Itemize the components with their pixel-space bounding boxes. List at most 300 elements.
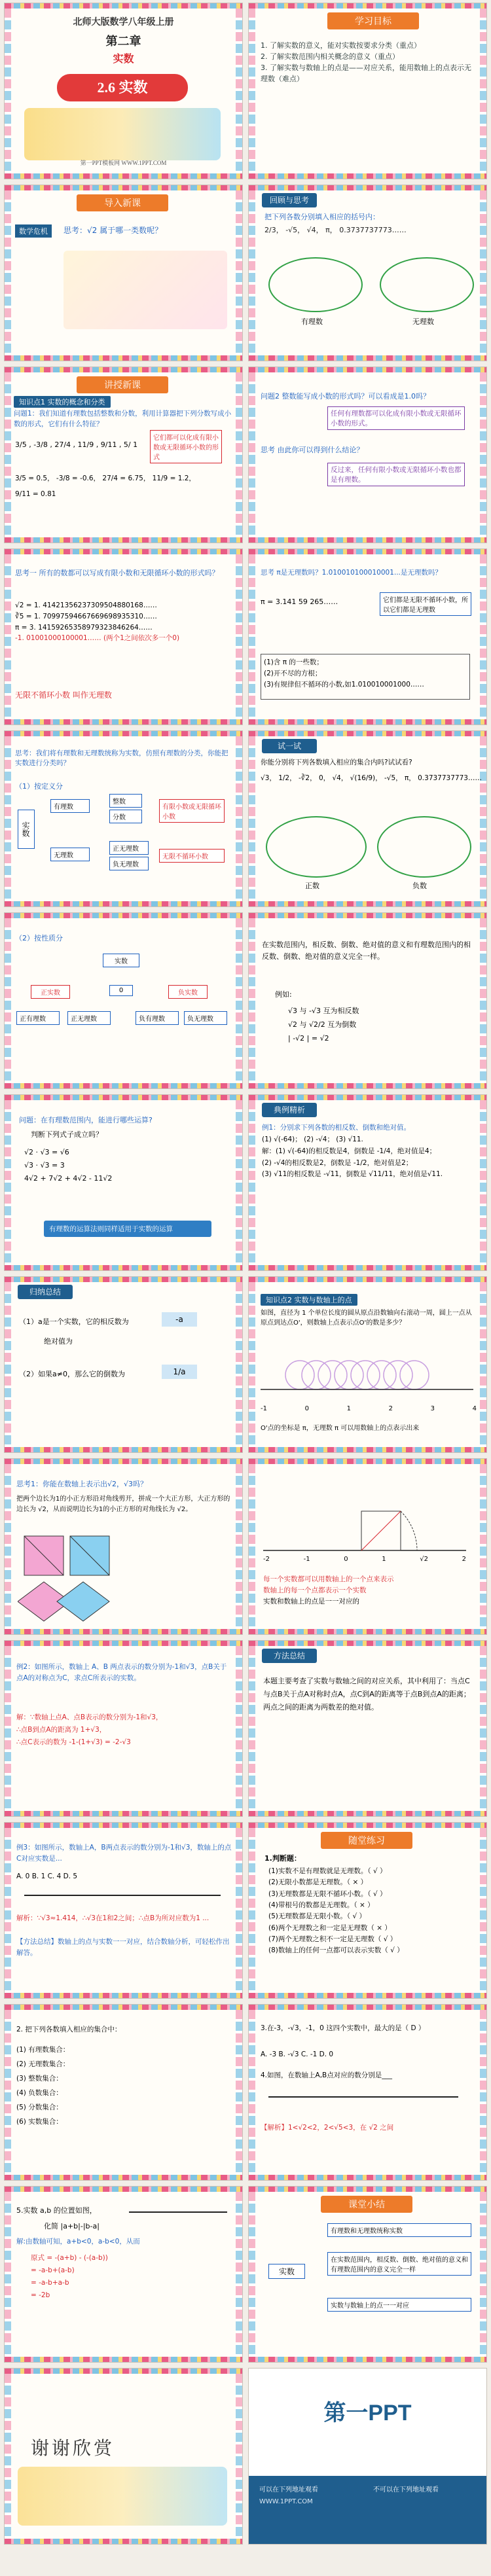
decor-stripe (249, 1823, 486, 1828)
operation-item: √3 · √3 = 3 (24, 1160, 65, 1170)
objective-item: 2. 了解实数范围内相关概念的意义（重点） (261, 52, 399, 62)
decor-pencils (249, 2010, 255, 2175)
practice5-step: 原式 = -(a+b) - (-(a-b)) (31, 2254, 108, 2262)
example-badge: 典例精析 (262, 1103, 317, 1117)
classify-question: 思考：我们将有理数和无理数统称为实数，仿照有理数的分类，你能把实数进行分类吗？ (15, 749, 228, 767)
slide-classify-def[interactable] (4, 730, 243, 907)
decor-stripe (249, 1641, 486, 1646)
practice4-solution: 【解析】1<√2<2，2<√5<3，在 √2 之间 (261, 2124, 394, 2132)
practice-title: 1.判断题： (264, 1854, 301, 1863)
decor-pencils (236, 2192, 242, 2357)
decor-pencils (5, 1646, 11, 1811)
practice4-question: 4.如图，在数轴上A,B点对应的数分别是___ (261, 2071, 392, 2079)
tick-label: √2 (420, 1556, 428, 1563)
decor-pencils (480, 1828, 486, 1993)
decor-stripe (249, 913, 486, 918)
answer-box: 任何有理数都可以化成有限小数或无限循环小数的形式。 (327, 406, 465, 430)
judge-item: (3)无理数都是无限不循环小数。（ √ ） (268, 1889, 387, 1898)
decor-pencils (236, 1646, 242, 1811)
lesson-summary-badge: 课堂小结 (321, 2196, 412, 2213)
cover-illustration (24, 108, 221, 160)
rational-ellipse (268, 257, 363, 312)
decor-pencils (5, 1100, 11, 1265)
judge-item: (2)无限小数都是无理数。（ × ） (268, 1878, 368, 1887)
slide-cover[interactable] (4, 3, 243, 179)
summary-node: 有理数和无理数统称实数 (327, 2223, 471, 2237)
decor-pencils (480, 2192, 486, 2357)
positive-ellipse (266, 816, 367, 878)
slide-lesson-summary[interactable] (248, 2186, 487, 2363)
decor-stripe (5, 367, 242, 372)
decor-pencils (236, 1100, 242, 1265)
decor-stripe (5, 1629, 242, 1634)
operation-item: 4√2 + 7√2 + 4√2 - 11√2 (24, 1173, 113, 1183)
irrational-example: -1. 01001000100001…… (两个1之间依次多一个0) (15, 634, 180, 643)
operation-note: 有理数的运算法则同样适用于实数的运算 (44, 1221, 211, 1237)
summary-line: 绝对值为 (44, 1337, 73, 1346)
intro-question: 思考：√2 属于哪一类数呢？ (64, 226, 163, 235)
example-reciprocal: √2 与 √2/2 互为倒数 (288, 1020, 357, 1029)
teach-badge: 讲授新课 (77, 376, 168, 393)
example-opposite: √3 与 -√3 互为相反数 (288, 1007, 359, 1015)
decor-pencils (236, 372, 242, 537)
crisis-label: 数学危机 (15, 224, 52, 238)
irrational-types-box (261, 654, 470, 700)
decor-pencils (249, 2192, 255, 2357)
pos-rational-node: 正有理数 (16, 1011, 60, 1025)
slide-pi[interactable] (248, 548, 487, 725)
pi-note: 它们都是无限不循环小数，所以它们都是无理数 (380, 592, 471, 616)
classify-property-title: （2）按性质分 (15, 934, 63, 942)
example-answer: (3) √11的相反数是 -√11，倒数是 √11/11，绝对值是√11. (262, 1170, 443, 1179)
sqrt2-question: 思考1：你能在数轴上表示出√2，√3吗？ (16, 1480, 148, 1488)
practice3-options: A. -3 B. -√3 C. -1 D. 0 (261, 2050, 334, 2058)
slide-try[interactable] (248, 730, 487, 907)
practice-badge: 随堂练习 (321, 1832, 412, 1849)
pos-real-node: 正实数 (31, 985, 70, 999)
slide-objectives[interactable] (248, 3, 487, 179)
practice5-question-2: 化简 |a+b|-|b-a| (44, 2222, 100, 2230)
decor-pencils (236, 190, 242, 355)
classify-by-def: （1）按定义分 (15, 782, 63, 791)
tick-label: 2 (388, 1405, 393, 1412)
decor-stripe (5, 185, 242, 190)
sqrt2-description: 把两个边长为1的小正方形沿对角线剪开，拼成一个大正方形，大正方形的边长为 √2，从而说明边长为1的小正方形的对角线长为 √2。 (16, 1495, 230, 1513)
reciprocal-value: 1/a (162, 1365, 197, 1379)
slide-correspondence[interactable] (248, 1458, 487, 1635)
judge-item: (5)无理数都是无限小数。（ √ ） (268, 1912, 366, 1921)
slide-example-3[interactable] (4, 1822, 243, 1999)
slide-practice-1[interactable] (248, 1822, 487, 1999)
decor-stripe (249, 1447, 486, 1452)
decor-stripe (249, 355, 486, 361)
decor-pencils (5, 1464, 11, 1629)
correspondence-point: 数轴上的每一个点都表示一个实数 (263, 1586, 367, 1594)
example2-answer: ∴点B到点A的距离为 1+√3， (16, 1725, 107, 1734)
cover-subtitle: 北师大版数学八年级上册 (73, 18, 174, 27)
example2-answer: 解：∵数轴上点A、点B表示的数分别为-1和√3， (16, 1713, 163, 1721)
opposite-value: -a (162, 1312, 197, 1327)
operation-question: 问题：在有理数范围内，能进行哪些运算? (19, 1116, 153, 1124)
example-answer: (2) -√4的相反数是2，倒数是 -1/2，绝对值是2； (262, 1158, 413, 1167)
real-node: 实数 (103, 954, 139, 967)
decor-pencils (249, 1828, 255, 1993)
practice5-question: 5.实数 a,b 的位置如图， (16, 2206, 97, 2215)
brand-logo: 第一PPT (323, 2401, 412, 2425)
decor-stripe (249, 367, 486, 372)
objective-item: 3. 了解实数与数轴上的点是——对应关系，能用数轴上的点表示无理数（难点） (261, 63, 471, 84)
summary-node: 在实数范围内，相反数、倒数、绝对值的意义和有理数范围内的意义完全一样 (327, 2252, 471, 2276)
decor-pencils (249, 1100, 255, 1265)
neg-irrational-node: 负无理数 (184, 1011, 227, 1025)
decor-pencils (5, 2192, 11, 2357)
practice4-number-line (268, 2096, 458, 2098)
practice5-answer: 解:由数轴可知，a+b<0，a-b<0，从而 (16, 2238, 140, 2245)
decor-pencils (5, 1828, 11, 1993)
review-numbers: 2/3， -√5， √4， π， 0.3737737773…… (264, 226, 407, 234)
decor-pencils (5, 2010, 11, 2175)
judge-item: (4)带根号的数都是无理数。（ × ） (268, 1901, 374, 1909)
rolling-question: 如图，直径为 1 个单位长度的圆从原点沿数轴向右滚动一周，圆上一点从原点到达点O'，则数轴上点表示点O'的数是多少？ (261, 1310, 472, 1327)
correspondence-point: 实数和数轴上的点是一一对应的 (263, 1597, 359, 1605)
fraction-node: 分数 (109, 810, 142, 823)
rolling-caption: O'点的坐标是 π，无理数 π 可以用数轴上的点表示出来 (261, 1425, 420, 1432)
decor-stripe (249, 2175, 486, 2180)
decor-stripe (5, 537, 242, 543)
slide-sqrt2[interactable] (4, 1458, 243, 1635)
think-question: 思考一 所有的数都可以写成有限小数和无限循环小数的形式吗？ (15, 569, 219, 577)
decor-stripe (5, 1277, 242, 1282)
decor-stripe (249, 1459, 486, 1464)
decor-pencils (5, 2374, 11, 2539)
decor-stripe (249, 1095, 486, 1100)
slide-example-2[interactable] (4, 1640, 243, 1817)
decor-pencils (249, 1646, 255, 1811)
decor-stripe (5, 1823, 242, 1828)
decor-pencils (249, 190, 255, 355)
square-cut-figure (18, 1530, 122, 1628)
decor-stripe (249, 185, 486, 190)
brand-url[interactable]: WWW.1PPT.COM (259, 2498, 313, 2505)
summary-badge: 归纳总结 (18, 1285, 73, 1299)
example3-solution: 解析：∵√3≈1.414，∴√3在1和2之间；∴点B为所对应数为1 ... (16, 1914, 209, 1922)
question-2: 问题2 整数能写成小数的形式吗？可以看成是1.0吗？ (261, 392, 430, 401)
decor-pencils (5, 372, 11, 537)
negative-label: 负数 (412, 882, 427, 890)
objectives-badge: 学习目标 (327, 12, 419, 29)
decor-stripe (5, 1993, 242, 1998)
decor-pencils (236, 1282, 242, 1447)
summary-line: （2）如果a≠0，那么它的倒数为 (19, 1370, 125, 1378)
decor-stripe (5, 913, 242, 918)
tick-label: 4 (472, 1405, 477, 1412)
operation-question-2: 判断下列式子成立吗？ (31, 1130, 103, 1139)
summary-center-node: 实数 (268, 2264, 305, 2279)
slide-summary-1[interactable] (4, 1276, 243, 1453)
slide-concept[interactable] (4, 367, 243, 543)
decor-pencils (249, 372, 255, 537)
tick-label: 3 (430, 1405, 435, 1412)
neg-irrational-node: 负无理数 (109, 857, 149, 870)
decor-pencils (480, 554, 486, 719)
decor-stripe (5, 173, 242, 179)
review-prompt: 把下列各数分别填入相应的括号内： (264, 213, 380, 221)
decimal-last: 9/11 = 0.81 (15, 490, 56, 498)
decor-pencils (5, 736, 11, 901)
irrational-type: (2)开不尽的方根； (264, 669, 322, 677)
decor-pencils (480, 9, 486, 173)
decor-stripe (249, 1629, 486, 1634)
irrational-ellipse (380, 257, 474, 312)
opposite-statement: 在实数范围内，相反数、倒数、绝对值的意义和有理数范围内的相反数、倒数、绝对值的意义完全一样。 (262, 940, 471, 961)
section-label: 知识点1 实数的概念和分类 (14, 396, 111, 408)
slide-operations[interactable] (4, 1094, 243, 1271)
example-numbers: (1) √(-64)； (2) -√4； (3) √11. (262, 1135, 363, 1143)
neg-rational-node: 负有理数 (136, 1011, 179, 1025)
judge-item: (1)实数不是有理数就是无理数。（ √ ） (268, 1867, 387, 1875)
decor-stripe (5, 1447, 242, 1452)
decor-stripe (5, 1265, 242, 1270)
slide-thanks[interactable] (4, 2368, 243, 2545)
practice5-step: = -a-b+(a-b) (31, 2266, 75, 2274)
decor-stripe (5, 2369, 242, 2374)
neg-real-node: 负实数 (168, 985, 208, 999)
example3-number-line (24, 1895, 221, 1896)
tick-label: 0 (304, 1405, 309, 1412)
decor-stripe (5, 901, 242, 906)
slide-method-1[interactable] (248, 1640, 487, 1817)
decor-pencils (5, 190, 11, 355)
thanks-illustration (18, 2467, 227, 2526)
slide-opposite[interactable] (248, 912, 487, 1089)
decor-stripe (5, 1811, 242, 1816)
irrational-example: ∛5 = 1. 70997594667669698935310…… (15, 612, 157, 620)
rational-label: 有理数 (301, 317, 323, 326)
slide-practice-2[interactable] (4, 2004, 243, 2181)
operation-item: √2 · √3 = √6 (24, 1148, 69, 1156)
real-node: 实数 (18, 810, 35, 849)
slide-classify-property[interactable] (4, 912, 243, 1089)
decor-stripe (249, 1083, 486, 1088)
irrational-type: (1)含 π 的一些数； (264, 658, 323, 666)
converse-box: 反过来，任何有限小数或无限循环小数也都是有理数。 (327, 463, 465, 486)
question-1: 问题1：我们知道有理数包括整数和分数，利用计算器把下列分数写成小数的形式，它们有什么特征？ (14, 410, 232, 428)
tick-label: 1 (346, 1405, 351, 1412)
decor-stripe (5, 2175, 242, 2180)
decor-pencils (5, 918, 11, 1083)
zero-node: 0 (109, 985, 133, 996)
slide-brand[interactable] (248, 2368, 487, 2545)
summary-line: （1）a是一个实数，它的相反数为 (19, 1317, 129, 1326)
decor-stripe (5, 2005, 242, 2010)
irrational-example: π = 3. 14159265358979323846264…… (15, 623, 153, 632)
cover-chapter: 第二章 (105, 35, 141, 48)
decor-stripe (5, 2357, 242, 2362)
decor-stripe (249, 731, 486, 736)
example-answer: 解：(1) √(-64)的相反数是4，倒数是 -1/4，绝对值是4； (262, 1147, 437, 1155)
review-badge: 回顾与思考 (262, 193, 317, 207)
intro-badge: 导入新课 (77, 194, 168, 211)
think-prompt: 思考 由此你可以得到什么结论？ (261, 446, 364, 454)
set-row: (4) 负数集合： (16, 2089, 63, 2098)
decor-stripe (5, 3, 242, 9)
objective-item: 1. 了解实数的意义，能对实数按要求分类（重点） (261, 41, 421, 50)
infinite-node: 无限不循环小数 (159, 849, 225, 863)
allowed-caption: 可以在下列地址观看 (259, 2486, 318, 2494)
decor-pencils (480, 1464, 486, 1629)
irrational-node: 无理数 (50, 848, 90, 861)
decor-stripe (5, 719, 242, 724)
decor-stripe (249, 173, 486, 179)
example-abs: | -√2 | = √2 (288, 1033, 329, 1043)
fraction-list: 3/5 , -3/8 , 27/4 , 11/9 , 9/11 , 5/ 1 (15, 440, 138, 449)
decor-pencils (480, 1646, 486, 1811)
example-label: 例如: (275, 990, 292, 999)
decor-stripe (249, 1811, 486, 1816)
decor-pencils (236, 918, 242, 1083)
decor-stripe (5, 731, 242, 736)
decor-stripe (249, 2005, 486, 2010)
decor-stripe (249, 1277, 486, 1282)
rational-node: 有理数 (50, 799, 90, 813)
negative-ellipse (377, 816, 471, 878)
decor-pencils (236, 2374, 242, 2539)
decor-pencils (5, 1282, 11, 1447)
method-text: 本题主要考查了实数与数轴之间的对应关系，其中利用了：当点C与点B关于点A对称时点A，点C到A的距离等于点B到点A的距离；两点之间的距离为两数差的绝对值。 (263, 1677, 471, 1711)
slide-practice-5[interactable] (4, 2186, 243, 2363)
section-label: 知识点2 实数与数轴上的点 (261, 1294, 357, 1306)
decimal-list: 3/5 = 0.5， -3/8 = -0.6， 27/4 = 6.75， 11/9 = 1.2， (15, 474, 196, 482)
irrational-summary: 无限不循环小数 叫作无理数 (15, 690, 112, 700)
pi-question: 思考 π是无理数吗？1.010010100010001...是无理数吗？ (261, 569, 442, 577)
cover-footer: 第一PPT模板网 WWW.1PPT.COM (80, 160, 167, 166)
decor-pencils (249, 736, 255, 901)
decor-pencils (236, 736, 242, 901)
decor-stripe (249, 537, 486, 543)
brand-footer (249, 2476, 486, 2544)
decor-stripe (249, 3, 486, 9)
cover-lesson-title: 2.6 实数 (97, 79, 148, 96)
set-row: (2) 无理数集合： (16, 2060, 70, 2069)
slide-integer-decimal[interactable] (248, 367, 487, 543)
decor-pencils (480, 190, 486, 355)
decor-stripe (249, 549, 486, 554)
slide-practice-3[interactable] (248, 2004, 487, 2181)
decor-stripe (249, 719, 486, 724)
decor-stripe (5, 2539, 242, 2544)
pi-digits: π = 3.141 59 265…… (261, 598, 338, 606)
decor-pencils (236, 554, 242, 719)
cover-topic: 实数 (113, 54, 134, 65)
try-numbers: √3， 1/2， -∛2， 0， √4， √(16/9)， -√5， π， 0.3737737773…… (261, 774, 482, 782)
set-row: (5) 分数集合： (16, 2103, 63, 2112)
decor-pencils (249, 1464, 255, 1629)
positive-label: 正数 (305, 882, 319, 890)
decor-stripe (5, 1459, 242, 1464)
decor-stripe (5, 2187, 242, 2192)
feature-note: 它们都可以化成有限小数或无限循环小数的形式 (150, 430, 222, 463)
decor-stripe (5, 549, 242, 554)
decor-stripe (5, 1095, 242, 1100)
tick-label: -1 (261, 1405, 267, 1412)
decor-stripe (5, 1641, 242, 1646)
decor-stripe (249, 2357, 486, 2362)
decor-stripe (249, 1265, 486, 1270)
decor-stripe (249, 2187, 486, 2192)
pos-irrational-node: 正无理数 (67, 1011, 111, 1025)
practice5-step: = -2b (31, 2291, 50, 2299)
irrational-label: 无理数 (412, 317, 434, 326)
decor-pencils (249, 1282, 255, 1447)
decor-pencils (480, 372, 486, 537)
decor-stripe (5, 355, 242, 361)
slide-number-line[interactable] (248, 1276, 487, 1453)
decor-pencils (236, 1828, 242, 1993)
decor-pencils (236, 2010, 242, 2175)
decor-pencils (236, 1464, 242, 1629)
set-title: 2. 把下列各数填入相应的集合中： (16, 2026, 122, 2033)
decor-pencils (480, 2010, 486, 2175)
intro-illustration (64, 251, 227, 329)
tick-label: 2 (462, 1556, 466, 1563)
judge-item: (8)数轴上的任何一点都可以表示实数（ √ ） (268, 1946, 404, 1955)
try-badge: 试一试 (262, 739, 317, 753)
decor-pencils (5, 554, 11, 719)
decor-pencils (249, 918, 255, 1083)
decor-pencils (249, 9, 255, 173)
slide-review[interactable] (248, 185, 487, 361)
cover-lesson-banner (57, 74, 188, 101)
slide-irrational-def[interactable] (4, 548, 243, 725)
summary-node: 实数与数轴上的点一一对应 (327, 2298, 471, 2312)
decor-stripe (249, 901, 486, 906)
practice5-number-line (129, 2211, 227, 2213)
example3-options: A. 0 B. 1 C. 4 D. 5 (16, 1872, 78, 1880)
practice5-step: = -a-b+a-b (31, 2278, 69, 2287)
method-badge: 方法总结 (262, 1649, 317, 1663)
example3-question: 例3：如图所示，数轴上A，B两点表示的数分别为-1和√3，数轴上的点C对应实数是... (16, 1844, 232, 1863)
example3-method: 【方法总结】数轴上的点与实数一一对应，结合数轴分析，可轻松作出解答。 (16, 1938, 230, 1957)
tick-label: 0 (344, 1556, 348, 1563)
example2-answer: ∴点C表示的数为 -1-(1+√3) = -2-√3 (16, 1738, 131, 1746)
rolling-circle-figure (261, 1355, 477, 1401)
thanks-text: 谢谢欣赏 (31, 2439, 115, 2459)
finite-node: 有限小数或无限循环小数 (159, 799, 225, 823)
integer-node: 整数 (109, 794, 142, 808)
slide-example-1[interactable] (248, 1094, 487, 1271)
try-question: 你能分别将下列各数填入相应的集合内吗?试试看? (261, 759, 412, 766)
slide-intro[interactable] (4, 185, 243, 361)
decor-pencils (249, 554, 255, 719)
disallowed-caption: 不可以在下列地址观看 (373, 2486, 439, 2494)
decor-pencils (480, 1282, 486, 1447)
set-row: (1) 有理数集合： (16, 2046, 70, 2054)
irrational-example: √2 = 1. 41421356237309504880168…… (15, 601, 157, 609)
example2-question: 例2：如图所示，数轴上 A、B 两点表示的数分别为-1和√3，点B关于点A的对称点为C，求点C所表示的实数。 (16, 1663, 227, 1682)
correspondence-point: 每一个实数都可以用数轴上的一个点来表示 (263, 1575, 394, 1583)
tick-label: -2 (263, 1556, 270, 1563)
irrational-type: (3)有规律但不循环的小数,如1.010010001000…… (264, 680, 424, 689)
decor-pencils (480, 1100, 486, 1265)
set-row: (3) 整数集合： (16, 2075, 63, 2083)
decor-pencils (480, 736, 486, 901)
practice3-question: 3.在-3，-√3，-1，0 这四个实数中，最大的是（ D ） (261, 2024, 426, 2032)
pos-irrational-node: 正无理数 (109, 841, 149, 855)
example-question: 例1：分别求下列各数的相反数、倒数和绝对值。 (262, 1124, 411, 1132)
decor-stripe (5, 1083, 242, 1088)
decor-pencils (480, 918, 486, 1083)
judge-item: (6)两个无理数之和一定是无理数（ × ） (268, 1923, 391, 1932)
